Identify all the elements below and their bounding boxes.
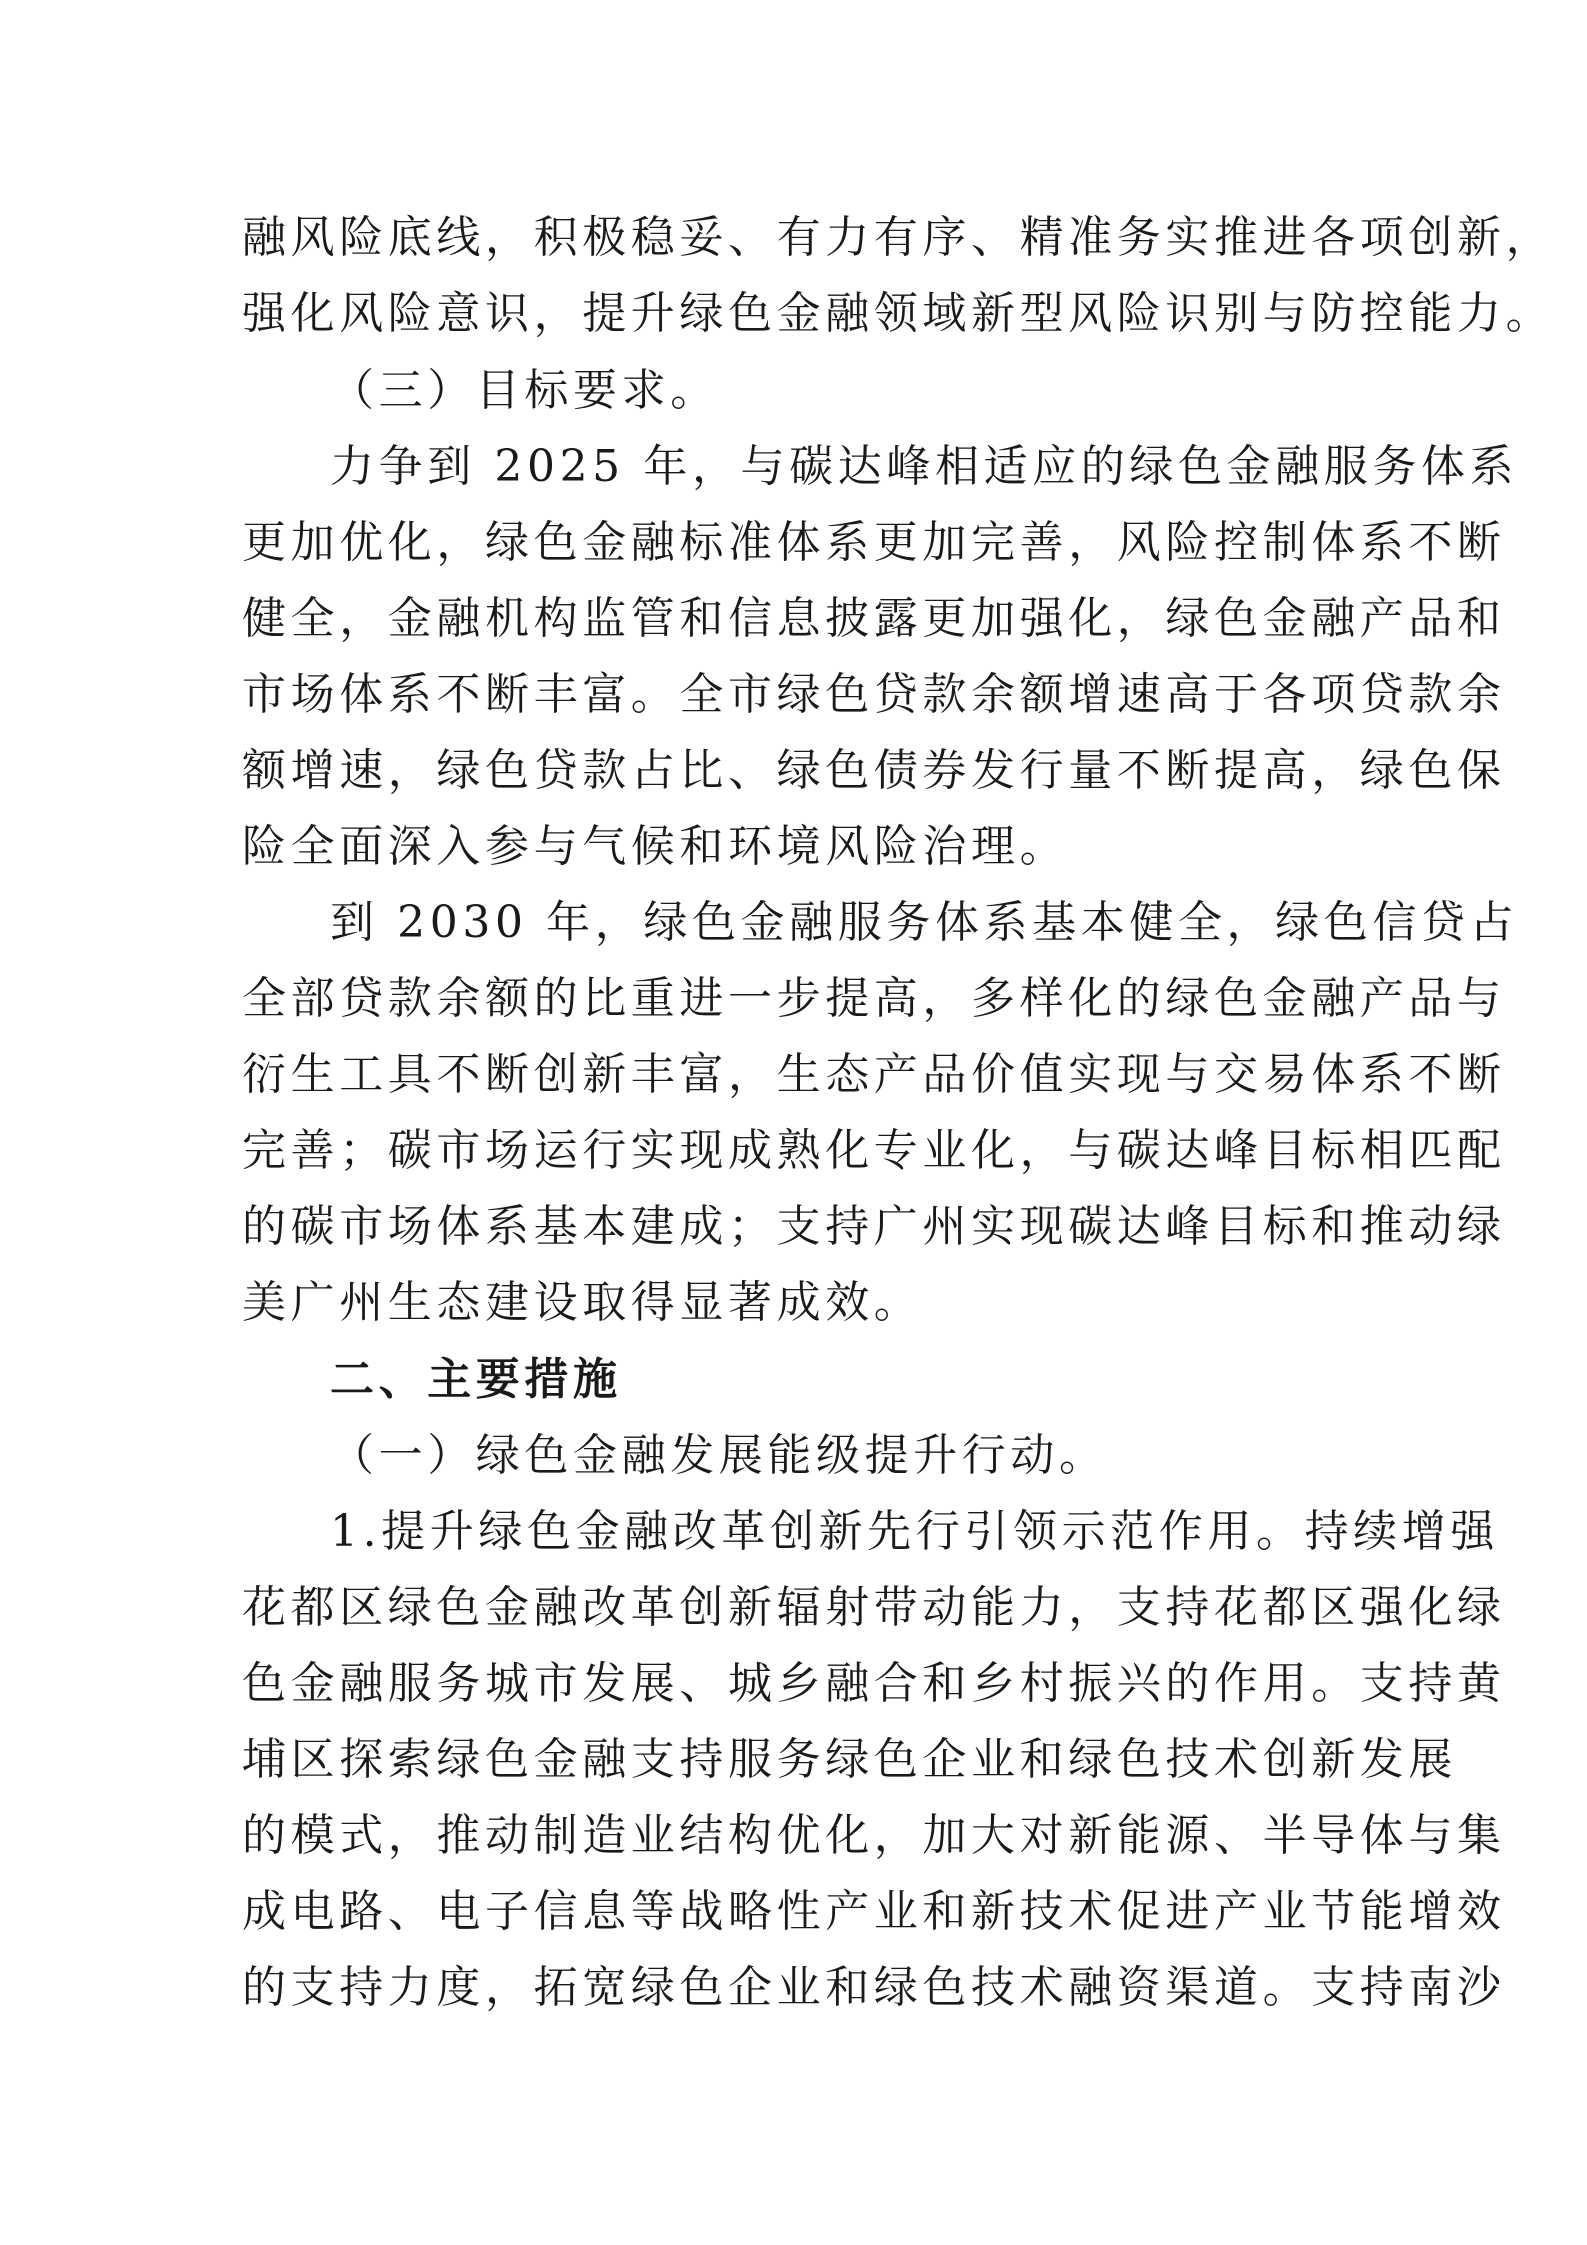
text-line: 险全面深入参与气候和环境风险治理。 (242, 821, 1069, 872)
text-line: 强化风险意识，提升绿色金融领域新型风险识别与防控能力。 (242, 288, 1555, 339)
text-line: 的模式，推动制造业结构优化，加大对新能源、半导体与集 (242, 1810, 1506, 1861)
text-line: 全部贷款余额的比重进一步提高，多样化的绿色金融产品与 (242, 973, 1506, 1024)
text-line: 衍生工具不断创新丰富，生态产品价值实现与交易体系不断 (242, 1049, 1506, 1100)
section-heading: 二、主要措施 (330, 1354, 622, 1405)
text-line: 完善；碳市场运行实现成熟化专业化，与碳达峰目标相匹配 (242, 1125, 1506, 1176)
text-line: 额增速，绿色贷款占比、绿色债券发行量不断提高，绿色保 (242, 745, 1506, 796)
paragraph-first-line: 力争到 2025 年，与碳达峰相适应的绿色金融服务体系 (330, 441, 1519, 492)
text-line: 的碳市场体系基本建成；支持广州实现碳达峰目标和推动绿 (242, 1201, 1506, 1252)
text-line: 成电路、电子信息等战略性产业和新技术促进产业节能增效 (242, 1886, 1506, 1937)
section-subheading: （三）目标要求。 (330, 365, 719, 416)
section-subheading: （一）绿色金融发展能级提升行动。 (330, 1430, 1108, 1481)
text-line: 更加优化，绿色金融标准体系更加完善，风险控制体系不断 (242, 517, 1506, 568)
text-line: 美广州生态建设取得显著成效。 (242, 1277, 923, 1328)
text-line: 花都区绿色金融改革创新辐射带动能力，支持花都区强化绿 (242, 1582, 1506, 1633)
text-line: 的支持力度，拓宽绿色企业和绿色技术融资渠道。支持南沙 (242, 1962, 1506, 2013)
text-line: 埔区探索绿色金融支持服务绿色企业和绿色技术创新发展 (242, 1734, 1457, 1785)
paragraph-first-line: 到 2030 年，绿色金融服务体系基本健全，绿色信贷占 (330, 897, 1519, 948)
text-line: 色金融服务城市发展、城乡融合和乡村振兴的作用。支持黄 (242, 1658, 1506, 1709)
text-line: 市场体系不断丰富。全市绿色贷款余额增速高于各项贷款余 (242, 669, 1506, 720)
text-line: 健全，金融机构监管和信息披露更加强化，绿色金融产品和 (242, 593, 1506, 644)
text-line: 融风险底线，积极稳妥、有力有序、精准务实推进各项创新， (242, 212, 1555, 263)
paragraph-first-line: 1.提升绿色金融改革创新先行引领示范作用。持续增强 (330, 1506, 1499, 1557)
